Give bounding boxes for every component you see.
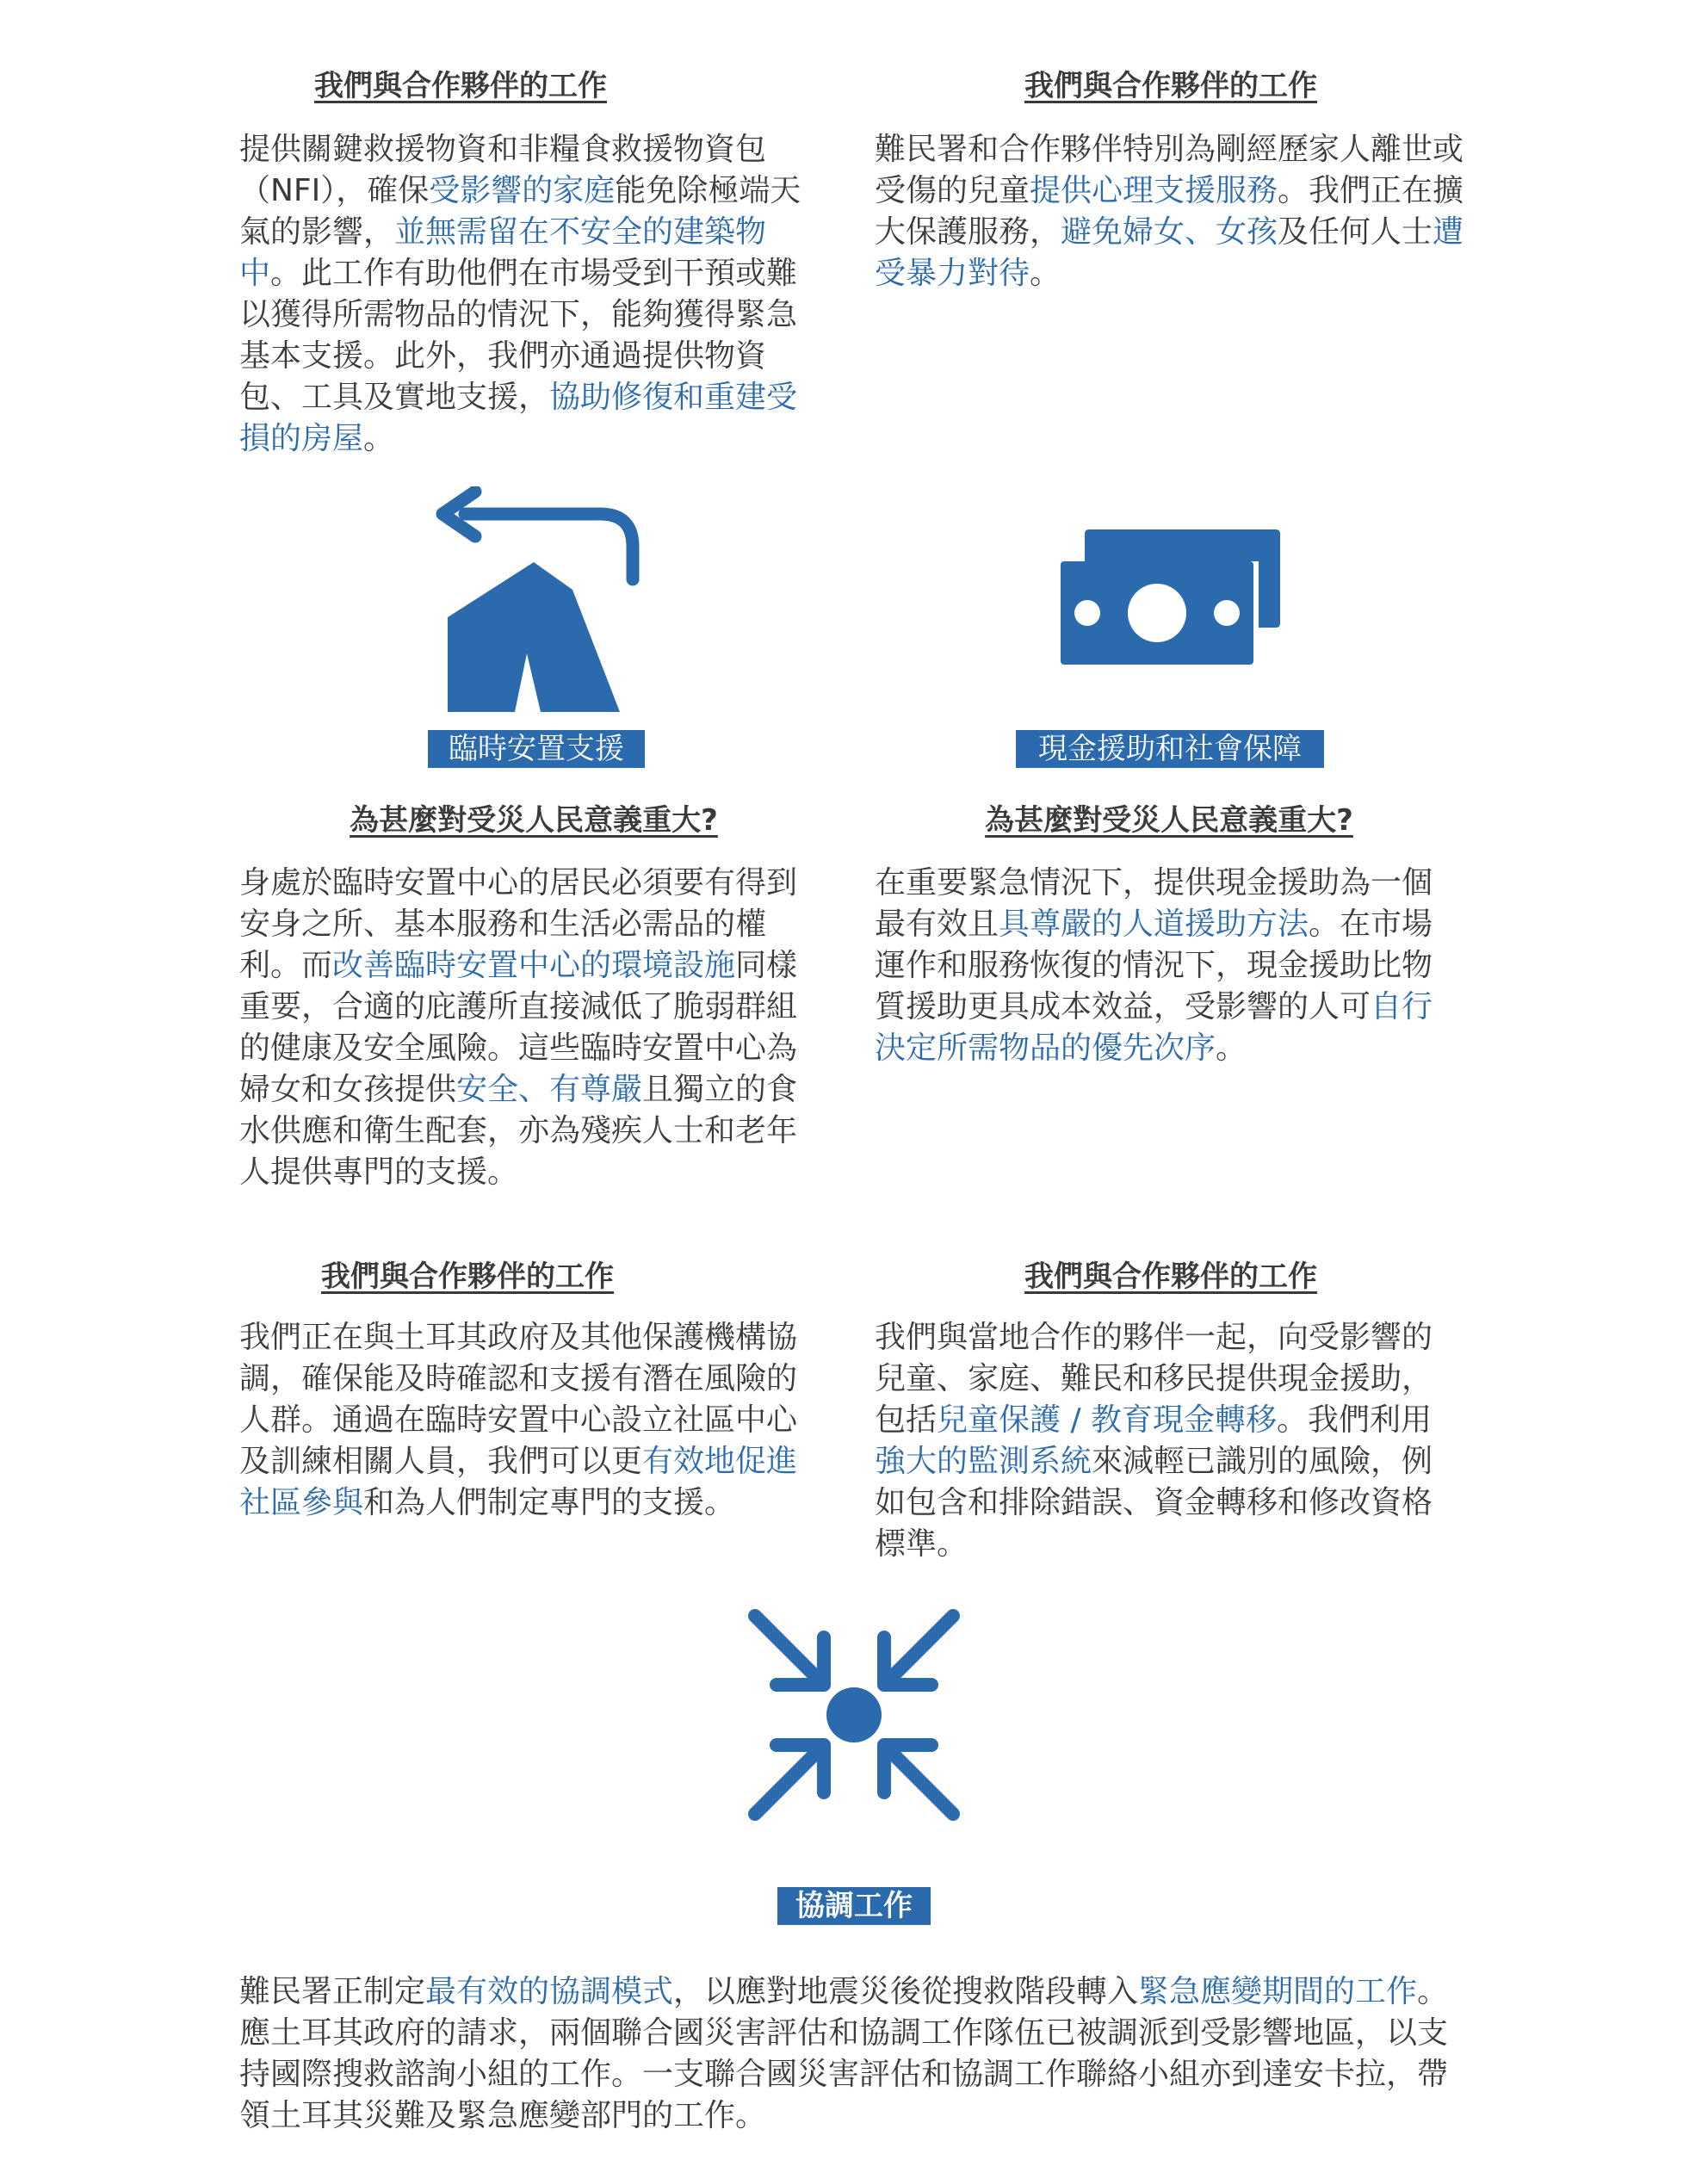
top-right-paragraph bbox=[875, 129, 1477, 294]
highlighted-phrase: 協助修復和重建受損的房屋 bbox=[239, 380, 798, 456]
text-segment: 難民署正制定 bbox=[239, 1974, 426, 2009]
highlighted-phrase: 受影響的家庭 bbox=[429, 173, 616, 208]
cash-work-heading: 我們與合作夥伴的工作 bbox=[1024, 1259, 1317, 1294]
text-segment: 能免除極端天氣的影響， bbox=[239, 173, 801, 250]
highlighted-phrase: 緊急應變期間的工作 bbox=[1138, 1974, 1418, 2009]
shelter-why-heading: 為甚麼對受災人民意義重大? bbox=[350, 803, 718, 838]
text-segment: ，以應對地震災後從搜救階段轉入 bbox=[673, 1974, 1139, 2009]
shelter-label: 臨時安置支援 bbox=[428, 730, 645, 768]
shelter-work-paragraph bbox=[239, 1317, 814, 1524]
text-segment: 難民署和合作夥伴特別為剛經歷家人離世或受傷的兒童 bbox=[875, 132, 1464, 208]
text-segment: 我們與當地合作的夥伴一起，向受影響的兒童、家庭、難民和移民提供現金援助，包括 bbox=[875, 1320, 1433, 1438]
text-segment: 和為人們制定專門的支援。 bbox=[363, 1485, 736, 1520]
cash-why-paragraph bbox=[875, 863, 1460, 1069]
text-segment: 同樣重要，合適的庇護所直接減低了脆弱群組的健康及安全風險。這些臨時安置中心為婦女和女孩提供 bbox=[239, 948, 798, 1107]
highlighted-phrase: 具尊嚴的人道援助方法 bbox=[999, 907, 1309, 942]
text-segment: 。 bbox=[1030, 256, 1061, 291]
text-segment: 。 bbox=[1216, 1030, 1247, 1066]
highlighted-phrase: 避免婦女、女孩 bbox=[1061, 214, 1278, 250]
highlighted-phrase: 兒童保護 / 教育現金轉移 bbox=[937, 1402, 1278, 1438]
highlighted-phrase: 最有效的協調模式 bbox=[425, 1974, 674, 2009]
text-segment: 及任何人士 bbox=[1278, 214, 1433, 250]
tent-return-arrow-icon bbox=[422, 486, 654, 712]
text-segment: 提供關鍵救援物資和非糧食救援物資包（NFI），確保 bbox=[239, 132, 767, 208]
text-segment: 。應土耳其政府的請求，兩個聯合國災害評估和協調工作隊伍已被調派到受影響地區，以支持國際搜救諮詢小組的工作。一支聯合國災害評估和協調工作聯絡小組亦到達安卡拉，帶領土耳其災難及緊急應變部門的工作。 bbox=[239, 1974, 1449, 2133]
cash-work-paragraph bbox=[875, 1317, 1460, 1565]
coordination-paragraph bbox=[239, 1971, 1453, 2137]
cash-why-heading: 為甚麼對受災人民意義重大? bbox=[985, 803, 1353, 838]
shelter-work-heading: 我們與合作夥伴的工作 bbox=[321, 1259, 614, 1294]
converging-arrows-icon bbox=[742, 1603, 966, 1827]
top-left-paragraph bbox=[239, 129, 814, 460]
text-segment: 我們正在與土耳其政府及其他保護機構協調，確保能及時確認和支援有潛在風險的人群。通過在臨時安置中心設立社區中心及訓練相關人員，我們可以更 bbox=[239, 1320, 798, 1479]
highlighted-phrase: 改善臨時安置中心的環境設施 bbox=[332, 948, 736, 983]
top-right-heading: 我們與合作夥伴的工作 bbox=[1024, 69, 1317, 103]
text-segment: 。我們利用 bbox=[1277, 1402, 1433, 1438]
text-segment: 來減輕已識別的風險，例如包含和排除錯誤、資金轉移和修改資格標準。 bbox=[875, 1444, 1433, 1562]
text-segment: 。 bbox=[363, 421, 395, 456]
text-segment: 且獨立的食水供應和衛生配套，亦為殘疾人士和老年人提供專門的支援。 bbox=[239, 1072, 798, 1190]
banknotes-icon bbox=[1059, 527, 1283, 666]
text-segment: 在重要緊急情況下，提供現金援助為一個最有效且 bbox=[875, 865, 1433, 942]
text-segment: 身處於臨時安置中心的居民必須要有得到安身之所、基本服務和生活必需品的權利。而 bbox=[239, 865, 798, 983]
text-segment: 。我們正在擴大保護服務， bbox=[875, 173, 1464, 250]
highlighted-phrase: 自行決定所需物品的優先次序 bbox=[875, 989, 1433, 1066]
text-segment: 。此工作有助他們在市場受到干預或難以獲得所需物品的情況下，能夠獲得緊急基本支援。此外，我們亦通過提供物資包、工具及實地支援， bbox=[239, 256, 798, 415]
top-left-heading: 我們與合作夥伴的工作 bbox=[314, 69, 607, 103]
highlighted-phrase: 強大的監測系統 bbox=[875, 1444, 1092, 1479]
highlighted-phrase: 提供心理支援服務 bbox=[1030, 173, 1278, 208]
text-segment: 。在市場運作和服務恢復的情況下，現金援助比物質援助更具成本效益，受影響的人可 bbox=[875, 907, 1433, 1024]
cash-label: 現金援助和社會保障 bbox=[1016, 730, 1324, 768]
shelter-why-paragraph bbox=[239, 863, 814, 1193]
highlighted-phrase: 遭受暴力對待 bbox=[875, 214, 1464, 291]
highlighted-phrase: 並無需留在不安全的建築物中 bbox=[239, 214, 767, 291]
coordination-label: 協調工作 bbox=[777, 1887, 931, 1925]
highlighted-phrase: 安全、有尊嚴 bbox=[456, 1072, 643, 1107]
highlighted-phrase: 有效地促進社區參與 bbox=[239, 1444, 798, 1520]
